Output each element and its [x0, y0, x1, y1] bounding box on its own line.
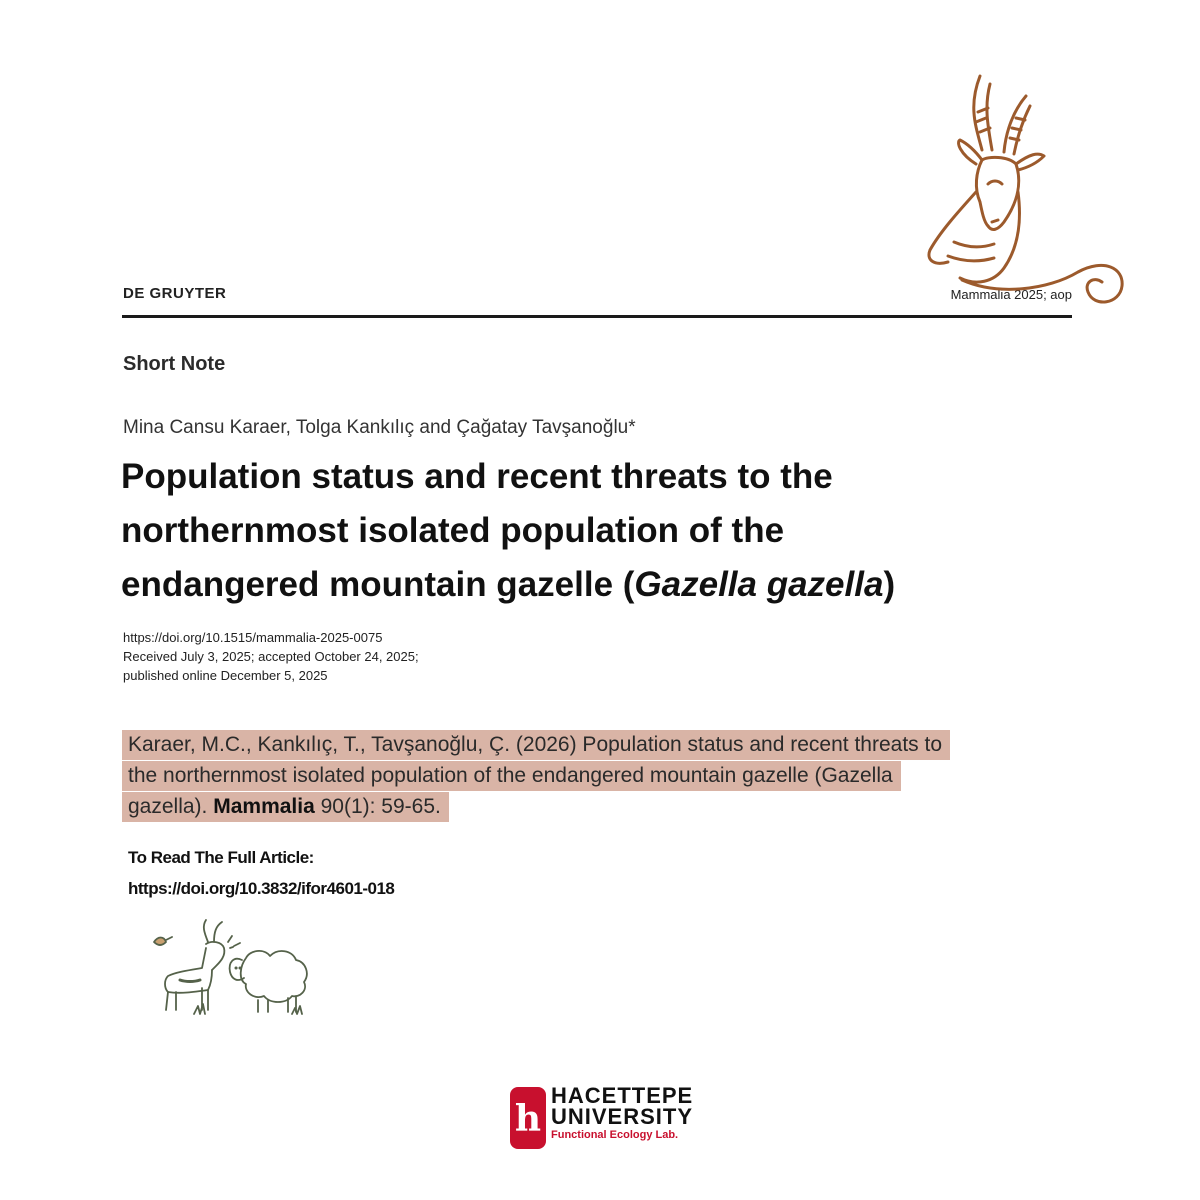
- citation-line-3: [122, 792, 449, 822]
- logo-text: [551, 1085, 693, 1142]
- gazelle-and-sheep-illustration: [142, 918, 322, 1018]
- article-type: Short Note: [123, 353, 226, 375]
- gazelle-head-illustration: [918, 72, 1128, 317]
- article-title: [121, 450, 1041, 612]
- hacettepe-h-icon: [510, 1087, 546, 1149]
- read-more-label: To Read The Full Article:: [128, 848, 314, 867]
- article-received-date: Received July 3, 2025; accepted October 24, 2025;: [123, 649, 419, 664]
- citation-line-2: the northernmost isolated population of the endangered mountain gazelle (Gazella: [122, 761, 901, 791]
- citation-journal-name: Mammalia: [213, 795, 315, 818]
- title-line-2: northernmost isolated population of the: [121, 511, 785, 550]
- logo-lab-name: Functional Ecology Lab.: [551, 1129, 679, 1141]
- logo-mark-letter: h: [514, 1098, 542, 1140]
- article-doi-link[interactable]: https://doi.org/10.1515/mammalia-2025-0075: [123, 630, 383, 645]
- publisher-name: DE GRUYTER: [123, 285, 227, 302]
- citation-line-3-prefix: gazella).: [128, 795, 214, 818]
- article-metadata: [123, 628, 419, 685]
- title-line-1: Population status and recent threats to the: [121, 457, 833, 496]
- title-species-name: Gazella gazella: [634, 565, 884, 604]
- logo-line-1: HACETTEPE: [551, 1083, 694, 1108]
- article-published-date: published online December 5, 2025: [123, 668, 328, 683]
- title-line-3-suffix: ): [883, 565, 896, 604]
- citation-line-1: Karaer, M.C., Kankılıç, T., Tavşanoğlu, Ç. (2026) Population status and recent threats to: [122, 730, 950, 760]
- full-article-link[interactable]: https://doi.org/10.3832/ifor4601-018: [128, 879, 395, 898]
- citation-volume-pages: 90(1): 59-65.: [314, 795, 441, 818]
- title-line-3-prefix: endangered mountain gazelle (: [121, 565, 635, 604]
- journal-reference: Mammalia 2025; aop: [950, 287, 1072, 302]
- logo-line-2: UNIVERSITY: [551, 1104, 694, 1129]
- author-list: Mina Cansu Karaer, Tolga Kankılıç and Çağatay Tavşanoğlu*: [123, 417, 636, 438]
